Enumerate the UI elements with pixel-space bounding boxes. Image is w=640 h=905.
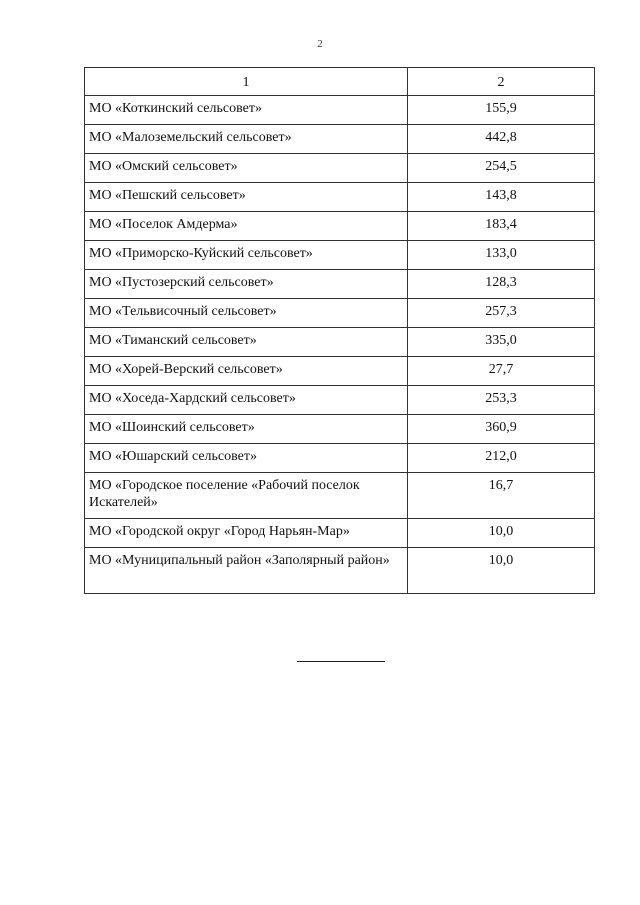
municipality-name: МО «Омский сельсовет» [85,154,408,183]
amount-value: 16,7 [408,473,595,519]
amount-value: 183,4 [408,212,595,241]
municipality-name: МО «Городской округ «Город Нарьян-Мар» [85,519,408,548]
amount-value: 10,0 [408,548,595,594]
column-header-2: 2 [408,68,595,96]
page-number: 2 [317,38,323,50]
municipality-name: МО «Коткинский сельсовет» [85,96,408,125]
amount-value: 212,0 [408,444,595,473]
amount-value: 128,3 [408,270,595,299]
amount-value: 133,0 [408,241,595,270]
municipality-name: МО «Пустозерский сельсовет» [85,270,408,299]
municipality-name: МО «Шоинский сельсовет» [85,415,408,444]
table-row [85,154,595,183]
table-row [85,473,595,519]
table-row [85,125,595,154]
column-header-1: 1 [85,68,408,96]
municipality-name: МО «Приморско-Куйский сельсовет» [85,241,408,270]
table-row [85,299,595,328]
municipality-name: МО «Тиманский сельсовет» [85,328,408,357]
amount-value: 253,3 [408,386,595,415]
table-row [85,519,595,548]
amount-value: 442,8 [408,125,595,154]
municipality-name: МО «Пешский сельсовет» [85,183,408,212]
amount-value: 257,3 [408,299,595,328]
municipality-name: МО «Юшарский сельсовет» [85,444,408,473]
municipality-name: МО «Муниципальный район «Заполярный район» [85,548,408,594]
table-row [85,444,595,473]
table-row [85,270,595,299]
table-header-row [85,68,595,96]
table-row [85,96,595,125]
municipality-name: МО «Хоседа-Хардский сельсовет» [85,386,408,415]
table-row [85,241,595,270]
table-row [85,328,595,357]
amount-value: 335,0 [408,328,595,357]
allocation-table [84,67,595,594]
table-row [85,548,595,594]
municipality-name: МО «Поселок Амдерма» [85,212,408,241]
municipality-name: МО «Городское поселение «Рабочий поселок Искателей» [85,473,408,519]
municipality-name: МО «Тельвисочный сельсовет» [85,299,408,328]
amount-value: 27,7 [408,357,595,386]
end-divider-line [297,661,385,662]
municipality-name: МО «Хорей-Верский сельсовет» [85,357,408,386]
amount-value: 143,8 [408,183,595,212]
table-row [85,415,595,444]
table-row [85,212,595,241]
table-row [85,183,595,212]
amount-value: 10,0 [408,519,595,548]
municipality-name: МО «Малоземельский сельсовет» [85,125,408,154]
table-row [85,386,595,415]
amount-value: 155,9 [408,96,595,125]
amount-value: 254,5 [408,154,595,183]
table-row [85,357,595,386]
amount-value: 360,9 [408,415,595,444]
